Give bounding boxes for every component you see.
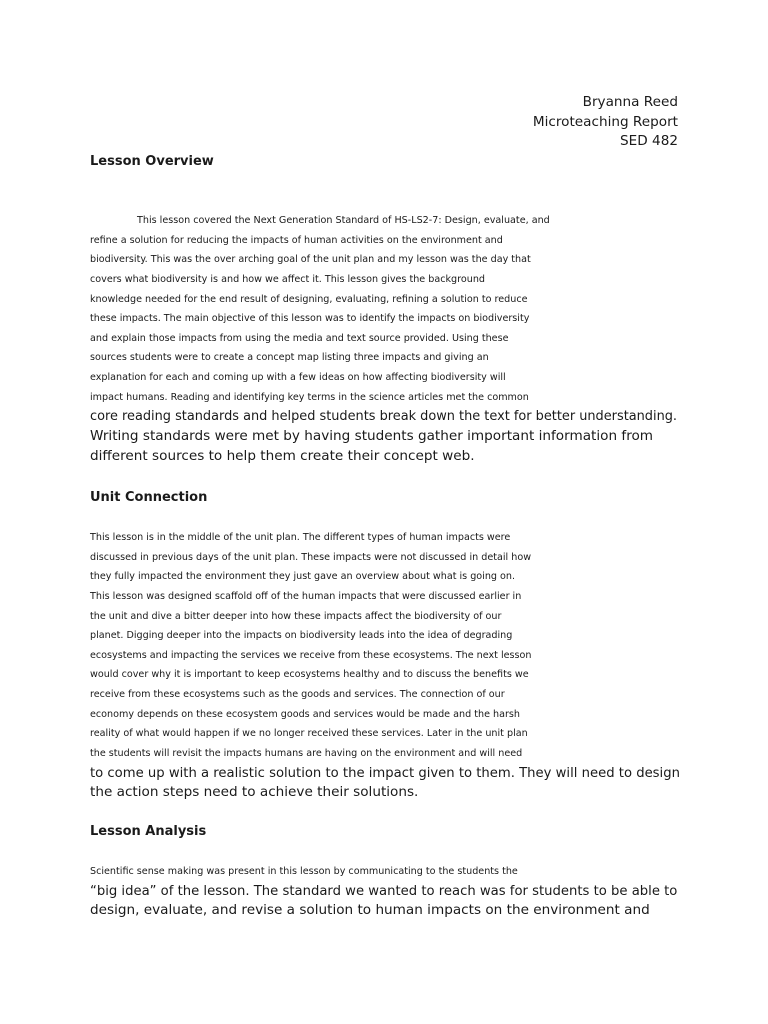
text-line: planet. Digging deeper into the impacts on biodiversity leads into the idea of degrading — [90, 630, 513, 642]
text-line: impact humans. Reading and identifying key terms in the science articles met the common — [90, 391, 529, 403]
text-line: explanation for each and coming up with a few ideas on how affecting biodiversity will — [90, 372, 506, 383]
paragraph-unit-connection — [90, 528, 680, 803]
paragraph-lesson-overview — [90, 211, 677, 466]
heading-unit-connection: Unit Connection — [90, 490, 208, 505]
paragraph-lesson-analysis — [90, 862, 677, 921]
text-line: they fully impacted the environment they just gave an overview about what is going on. — [90, 571, 516, 583]
heading-lesson-overview: Lesson Overview — [90, 154, 214, 169]
text-line: reality of what would happen if we no longer received these services. Later in the unit plan — [90, 728, 528, 740]
text-line: would cover why it is important to keep ecosystems healthy and to discuss the benefits we — [90, 669, 529, 681]
text-line: Writing standards were met by having students gather important information from — [90, 427, 654, 444]
text-line: different sources to help them create their concept web. — [90, 447, 475, 464]
text-line: This lesson was designed scaffold off of the human impacts that were discussed earlier in — [90, 590, 522, 602]
text-line: these impacts. The main objective of this lesson was to identify the impacts on biodiversity — [90, 313, 530, 325]
document-header — [533, 93, 678, 152]
text-line: Scientific sense making was present in this lesson by communicating to the students the — [90, 866, 518, 877]
text-line: to come up with a realistic solution to the impact given to them. They will need to design — [90, 765, 680, 781]
text-line: ecosystems and impacting the services we receive from these ecosystems. The next lesson — [90, 649, 532, 661]
text-line: and explain those impacts from using the media and text source provided. Using these — [90, 332, 509, 344]
text-line: the students will revisit the impacts humans are having on the environment and will need — [90, 747, 523, 759]
text-line: This lesson covered the Next Generation Standard of HS-LS2-7: Design, evaluate, and — [137, 215, 550, 226]
course-code: SED 482 — [620, 133, 678, 149]
author-name: Bryanna Reed — [582, 94, 678, 110]
text-line: design, evaluate, and revise a solution to human impacts on the environment and — [90, 902, 650, 919]
text-line: refine a solution for reducing the impacts of human activities on the environment and — [90, 234, 503, 246]
text-line: “big idea” of the lesson. The standard we wanted to reach was for students to be able to — [90, 883, 678, 899]
text-line: This lesson is in the middle of the unit plan. The different types of human impacts were — [90, 532, 511, 543]
text-line: the unit and dive a bitter deeper into how these impacts affect the biodiversity of our — [90, 610, 502, 622]
text-line: biodiversity. This was the over arching goal of the unit plan and my lesson was the day that — [90, 254, 531, 266]
report-title: Microteaching Report — [532, 113, 678, 130]
text-line: core reading standards and helped students break down the text for better understanding. — [90, 409, 678, 425]
text-line: covers what biodiversity is and how we affect it. This lesson gives the background — [90, 273, 485, 285]
text-line: economy depends on these ecosystem goods and services would be made and the harsh — [90, 708, 521, 720]
heading-lesson-analysis: Lesson Analysis — [90, 824, 207, 839]
text-line: the action steps need to achieve their solutions. — [90, 784, 419, 801]
text-line: receive from these ecosystems such as the goods and services. The connection of our — [90, 689, 505, 700]
text-line: sources students were to create a concept map listing three impacts and giving an — [90, 352, 489, 364]
text-line: discussed in previous days of the unit plan. These impacts were not discussed in detail how — [90, 551, 532, 563]
text-line: knowledge needed for the end result of designing, evaluating, refining a solution to reduce — [90, 293, 528, 305]
